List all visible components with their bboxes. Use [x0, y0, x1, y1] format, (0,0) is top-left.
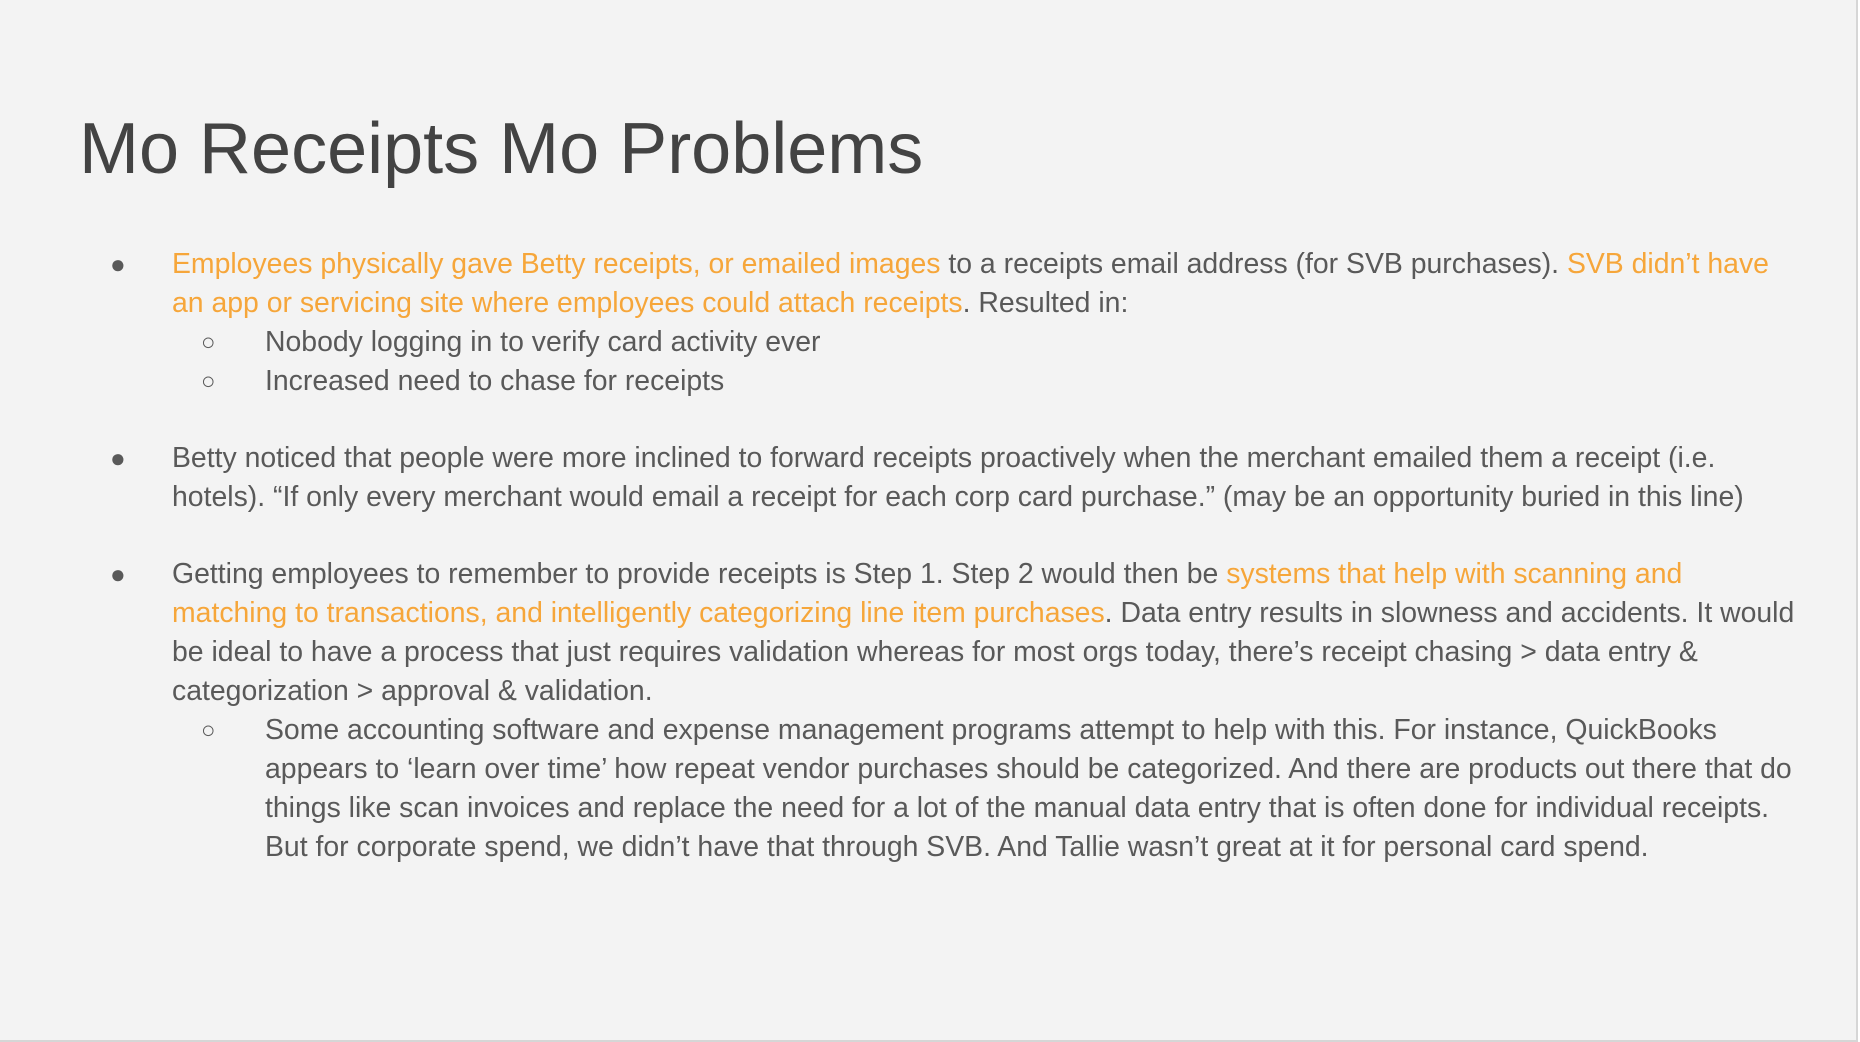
slide-title: Mo Receipts Mo Problems	[79, 109, 924, 189]
sub-bullet-text: Some accounting software and expense management programs attempt to help with this. For instance, QuickBooks appears to ‘learn over time’ how repeat vendor purchases should be categorized. And there are products out there that do things like scan invoices and replace the need for a lot of the manual data entry that is often done for individual receipts. But for corporate spend, we didn’t have that through SVB. And Tallie wasn’t great at it for personal card spend.	[265, 714, 1792, 863]
bullet-item-1	[0, 245, 1856, 323]
bullet-circle-icon: ○	[201, 329, 216, 356]
body-text: to a receipts email address (for SVB purchases).	[940, 248, 1567, 280]
sub-bullet-item	[0, 323, 1856, 362]
bullet-item-3	[0, 555, 1856, 711]
slide-body	[0, 245, 1856, 867]
bullet-dot-icon: ●	[110, 249, 126, 279]
bullet-circle-icon: ○	[201, 717, 216, 744]
sub-bullet-text: Nobody logging in to verify card activity ever	[265, 326, 821, 358]
sub-bullet-text: Increased need to chase for receipts	[265, 365, 725, 397]
body-text: . Data entry results in slowness and accidents. It would be ideal to have a process that just requires validation whereas for most orgs today, there’s receipt chasing > data entry & categorization > approval & validation.	[172, 597, 1795, 707]
sub-bullet-item	[0, 362, 1856, 401]
bullet-dot-icon: ●	[110, 559, 126, 589]
body-text: Betty noticed that people were more inclined to forward receipts proactively when the merchant emailed them a receipt (i.e. hotels). “If only every merchant would email a receipt for each corp card purchase.” (may be an opportunity buried in this line)	[172, 442, 1744, 513]
highlighted-text: SVB didn’t have an app or servicing site where employees could attach receipts	[172, 248, 1769, 319]
bullet-dot-icon: ●	[110, 443, 126, 473]
bullet-circle-icon: ○	[201, 368, 216, 395]
highlighted-text: Employees physically gave Betty receipts, or emailed images	[172, 248, 941, 280]
body-text: . Resulted in:	[962, 287, 1129, 319]
bullet-item-2	[0, 439, 1856, 517]
highlighted-text: systems that help with scanning and matching to transactions, and intelligently categorizing line item purchases	[172, 558, 1683, 629]
sub-bullet-item	[0, 711, 1856, 867]
body-text: Getting employees to remember to provide receipts is Step 1. Step 2 would then be	[172, 558, 1227, 590]
